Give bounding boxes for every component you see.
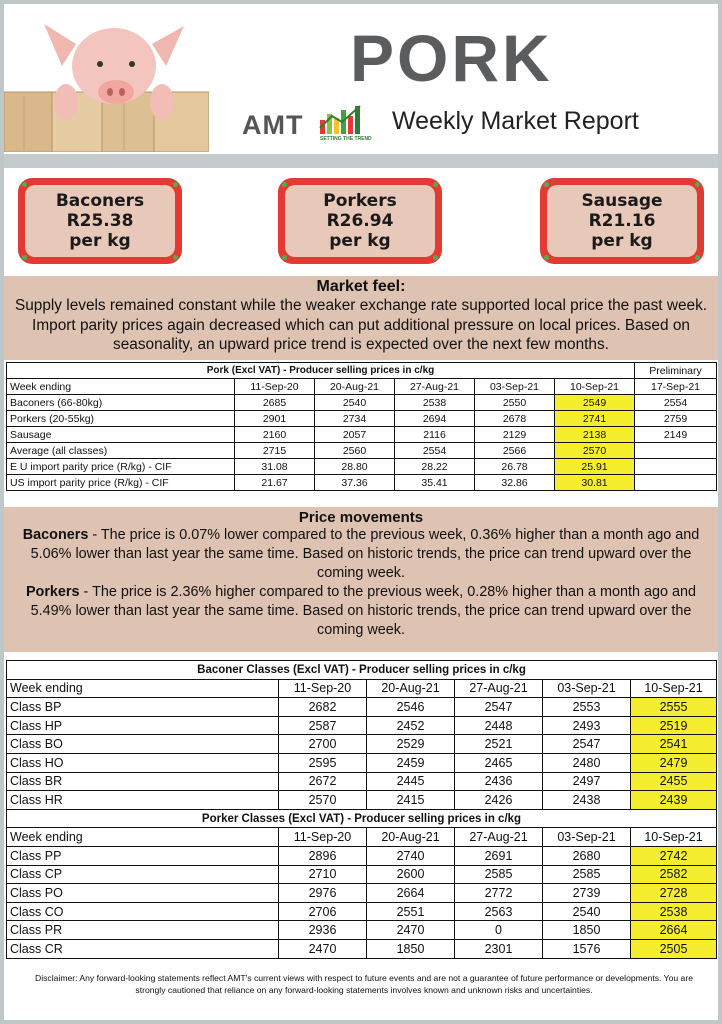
sausage-price-box	[540, 178, 704, 264]
table-cell: Class BP	[7, 698, 279, 717]
table-cell: 35.41	[395, 475, 475, 491]
table-cell: 1576	[543, 939, 631, 958]
table-cell-highlight: 2505	[631, 939, 717, 958]
table-cell: 2547	[543, 735, 631, 754]
table-cell: 2739	[543, 884, 631, 903]
table-cell: 2563	[455, 902, 543, 921]
table-cell: 2551	[367, 902, 455, 921]
table-cell: 2493	[543, 716, 631, 735]
table-cell	[635, 475, 717, 491]
table-cell: 2554	[635, 395, 717, 411]
table-cell: 2685	[235, 395, 315, 411]
price-movements-section	[4, 507, 718, 652]
table-cell: 2715	[235, 443, 315, 459]
table-header-cell: 10-Sep-21	[631, 828, 717, 847]
table-cell: 32.86	[475, 475, 555, 491]
table-cell: E U import parity price (R/kg) - CIF	[7, 459, 235, 475]
table-header-cell: 10-Sep-21	[631, 679, 717, 698]
table-cell: 2587	[279, 716, 367, 735]
table-cell: 2678	[475, 411, 555, 427]
table-cell	[635, 443, 717, 459]
table-cell: 28.22	[395, 459, 475, 475]
table-row	[7, 846, 717, 865]
table-cell-highlight: 2541	[631, 735, 717, 754]
table-cell: Class BR	[7, 772, 279, 791]
table-cell: 2426	[455, 791, 543, 810]
table-cell: Class PR	[7, 921, 279, 940]
table-cell: US import parity price (R/kg) - CIF	[7, 475, 235, 491]
table-cell: 21.67	[235, 475, 315, 491]
pork-price-table	[6, 362, 717, 491]
table-cell-highlight: 2742	[631, 846, 717, 865]
table-cell-highlight: 2741	[555, 411, 635, 427]
table-row	[7, 459, 717, 475]
table-cell: 2448	[455, 716, 543, 735]
table-header-cell: 03-Sep-21	[543, 828, 631, 847]
table-cell-highlight: 2555	[631, 698, 717, 717]
table-cell: 2129	[475, 427, 555, 443]
table-cell: 2521	[455, 735, 543, 754]
table-cell: 2546	[367, 698, 455, 717]
porker-table-title: Porker Classes (Excl VAT) - Producer selling prices in c/kg	[7, 809, 717, 828]
price-box-unit: per kg	[591, 231, 653, 251]
table-cell-highlight: 30.81	[555, 475, 635, 491]
table-cell: 2734	[315, 411, 395, 427]
table-cell-highlight: 2138	[555, 427, 635, 443]
table-header-cell: 10-Sep-21	[555, 379, 635, 395]
table-cell-highlight: 2479	[631, 753, 717, 772]
table-cell: 2438	[543, 791, 631, 810]
table-header-cell: 20-Aug-21	[367, 828, 455, 847]
table-cell: Average (all classes)	[7, 443, 235, 459]
pig-icon	[4, 4, 209, 152]
table-cell: 2585	[543, 865, 631, 884]
table-row	[7, 698, 717, 717]
table-cell-highlight: 2538	[631, 902, 717, 921]
table-row	[7, 443, 717, 459]
price-box-label: Porkers	[323, 191, 397, 211]
table-header-cell: 03-Sep-21	[475, 379, 555, 395]
porkers-movement-body: - The price is 2.36% higher compared to the previous week, 0.28% higher than a month ago and 5.49% lower than last year the same time. Based on historic trends, the price can trend upward over the coming week.	[30, 584, 697, 638]
amt-bar-chart-icon	[318, 102, 368, 136]
table-header-cell: 11-Sep-20	[279, 679, 367, 698]
table-row	[7, 753, 717, 772]
table-cell: 2480	[543, 753, 631, 772]
report-title: PORK	[350, 21, 553, 95]
table-header-row	[7, 828, 717, 847]
table-row	[7, 902, 717, 921]
table-row	[7, 395, 717, 411]
table-cell: Class PO	[7, 884, 279, 903]
table-row	[7, 884, 717, 903]
table-cell-highlight: 2519	[631, 716, 717, 735]
table-header-cell: 27-Aug-21	[455, 679, 543, 698]
table-row	[7, 791, 717, 810]
table-row	[7, 411, 717, 427]
pig-illustration	[4, 4, 209, 152]
price-box-label: Sausage	[581, 191, 663, 211]
baconers-movement-body: - The price is 0.07% lower compared to the previous week, 0.36% higher than a month ago and 5.06% lower than last year the same time. Based on historic trends, the price can trend upward over the coming week.	[30, 527, 700, 581]
table-cell: 2470	[367, 921, 455, 940]
table-cell: 2570	[279, 791, 367, 810]
baconers-price-box	[18, 178, 182, 264]
table-row	[7, 716, 717, 735]
table-cell: Class HR	[7, 791, 279, 810]
price-box-value: R21.16	[588, 211, 656, 231]
table-header-cell: 20-Aug-21	[315, 379, 395, 395]
market-feel-text: Supply levels remained constant while the weaker exchange rate supported local price the past week. Import parity prices again decreased which can put additional pressure on local prices. Based on seasonality, an upward price trend is expected over the next few months.	[14, 297, 708, 353]
table-cell: Baconers (66-80kg)	[7, 395, 235, 411]
table-cell: 2301	[455, 939, 543, 958]
table-cell: 2470	[279, 939, 367, 958]
table-row	[7, 772, 717, 791]
table-cell: 0	[455, 921, 543, 940]
table-cell: 2740	[367, 846, 455, 865]
table-header-cell: Week ending	[7, 379, 235, 395]
table-cell: 2540	[315, 395, 395, 411]
table-cell: 2553	[543, 698, 631, 717]
table-cell: 2664	[367, 884, 455, 903]
table-cell: 2566	[475, 443, 555, 459]
table-header-cell: 17-Sep-21	[635, 379, 717, 395]
price-movements-heading: Price movements	[298, 509, 424, 526]
table-cell: Class HP	[7, 716, 279, 735]
table-header-cell: Week ending	[7, 828, 279, 847]
table-row	[7, 865, 717, 884]
table-cell: 2600	[367, 865, 455, 884]
table-cell: 2680	[543, 846, 631, 865]
table-cell-highlight: 2439	[631, 791, 717, 810]
table-cell-highlight: 2728	[631, 884, 717, 903]
table-cell: 31.08	[235, 459, 315, 475]
pork-table-title: Pork (Excl VAT) - Producer selling prices in c/kg	[7, 363, 635, 379]
table-header-cell: 27-Aug-21	[395, 379, 475, 395]
table-cell: 2560	[315, 443, 395, 459]
disclaimer: Disclaimer: Any forward-looking statements reflect AMT's current views with respect to future events and are not a guarantee of future performance or developments. You are strongly cautioned that reliance on any forward-looking statements involves known and unknown risks and uncertainties.	[35, 973, 693, 995]
table-cell: 2529	[367, 735, 455, 754]
table-cell-highlight: 2582	[631, 865, 717, 884]
table-row	[7, 921, 717, 940]
table-header-cell: Week ending	[7, 679, 279, 698]
header-divider	[4, 154, 718, 168]
table-cell: 2452	[367, 716, 455, 735]
report-subtitle: Weekly Market Report	[392, 107, 639, 135]
amt-logo-text: AMT	[242, 110, 304, 140]
price-box-unit: per kg	[329, 231, 391, 251]
table-cell: Sausage	[7, 427, 235, 443]
table-cell: 1850	[543, 921, 631, 940]
table-cell: 2540	[543, 902, 631, 921]
table-cell: 2547	[455, 698, 543, 717]
table-header-row	[7, 679, 717, 698]
table-header-cell: 20-Aug-21	[367, 679, 455, 698]
report-header	[4, 4, 718, 154]
porkers-label: Porkers	[25, 584, 80, 600]
amt-logo-tagline: SETTING THE TREND	[320, 136, 372, 142]
report-page	[4, 4, 718, 1020]
table-cell: Class CR	[7, 939, 279, 958]
table-row	[7, 939, 717, 958]
table-cell: 1850	[367, 939, 455, 958]
table-header-cell: 27-Aug-21	[455, 828, 543, 847]
table-cell: 2936	[279, 921, 367, 940]
table-cell: 2550	[475, 395, 555, 411]
table-cell: 2554	[395, 443, 475, 459]
table-cell: 2445	[367, 772, 455, 791]
table-header-cell: 11-Sep-20	[235, 379, 315, 395]
table-cell-highlight: 2455	[631, 772, 717, 791]
table-cell: 2772	[455, 884, 543, 903]
table-cell: 2538	[395, 395, 475, 411]
table-cell: 2465	[455, 753, 543, 772]
table-cell: Class BO	[7, 735, 279, 754]
table-cell: 2700	[279, 735, 367, 754]
price-box-unit: per kg	[69, 231, 131, 251]
table-row	[7, 475, 717, 491]
table-cell: 37.36	[315, 475, 395, 491]
table-cell: Class CP	[7, 865, 279, 884]
table-cell: 2595	[279, 753, 367, 772]
table-cell-highlight: 2664	[631, 921, 717, 940]
price-box-label: Baconers	[55, 191, 145, 211]
classes-price-table	[6, 660, 717, 959]
table-cell: 2672	[279, 772, 367, 791]
baconers-movement-text	[4, 526, 718, 583]
table-header-cell: 11-Sep-20	[279, 828, 367, 847]
table-cell: 2415	[367, 791, 455, 810]
table-cell: 2759	[635, 411, 717, 427]
table-cell: Class CO	[7, 902, 279, 921]
price-summary	[4, 168, 718, 276]
table-cell	[635, 459, 717, 475]
table-cell: 2149	[635, 427, 717, 443]
table-cell: 2057	[315, 427, 395, 443]
table-cell: Class PP	[7, 846, 279, 865]
table-cell: 26.78	[475, 459, 555, 475]
table-cell-highlight: 2549	[555, 395, 635, 411]
table-cell: 2694	[395, 411, 475, 427]
table-cell: 2691	[455, 846, 543, 865]
table-cell: 2976	[279, 884, 367, 903]
table-cell: 2459	[367, 753, 455, 772]
porkers-movement-text	[4, 583, 718, 640]
table-cell-highlight: 2570	[555, 443, 635, 459]
table-cell-highlight: 25.91	[555, 459, 635, 475]
price-box-value: R26.94	[326, 211, 394, 231]
table-cell: 28.80	[315, 459, 395, 475]
table-cell: Porkers (20-55kg)	[7, 411, 235, 427]
table-cell: 2710	[279, 865, 367, 884]
table-header-row	[7, 379, 717, 395]
table-cell: 2497	[543, 772, 631, 791]
table-cell: 2160	[235, 427, 315, 443]
table-cell: 2116	[395, 427, 475, 443]
table-cell: 2896	[279, 846, 367, 865]
table-row	[7, 427, 717, 443]
porkers-price-box	[278, 178, 442, 264]
market-feel-section	[4, 276, 718, 360]
table-cell: 2706	[279, 902, 367, 921]
table-cell: 2682	[279, 698, 367, 717]
table-cell: Class HO	[7, 753, 279, 772]
table-cell: 2585	[455, 865, 543, 884]
amt-logo	[234, 100, 374, 146]
preliminary-label: Preliminary	[635, 363, 717, 379]
baconer-table-title: Baconer Classes (Excl VAT) - Producer selling prices in c/kg	[7, 661, 717, 680]
table-cell: 2901	[235, 411, 315, 427]
table-header-cell: 03-Sep-21	[543, 679, 631, 698]
baconers-label: Baconers	[22, 527, 89, 543]
table-row	[7, 735, 717, 754]
price-box-value: R25.38	[66, 211, 134, 231]
table-cell: 2436	[455, 772, 543, 791]
market-feel-heading: Market feel:	[316, 278, 406, 295]
